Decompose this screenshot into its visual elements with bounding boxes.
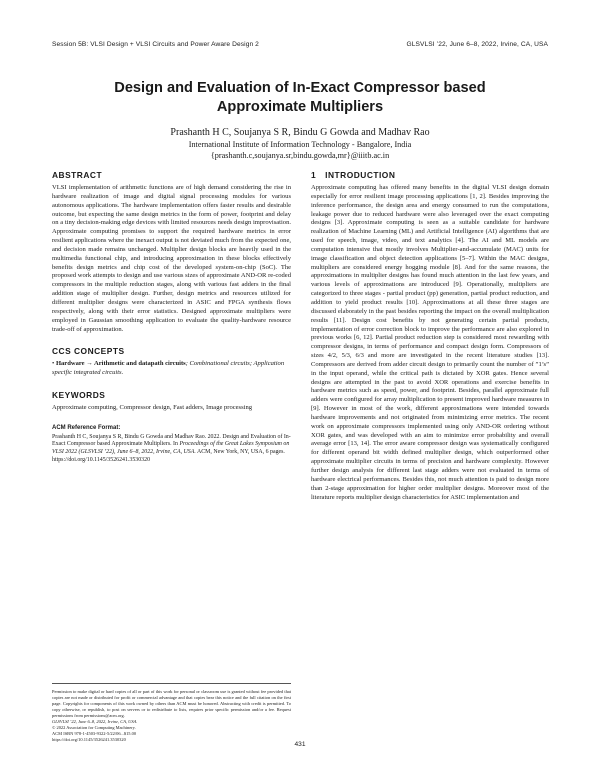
introduction-title: INTRODUCTION (325, 170, 396, 180)
permission-conference: GLSVLSI ’22, June 6–8, 2022, Irvine, CA, USA. (52, 719, 138, 725)
page-number: 431 (294, 741, 306, 748)
permission-doi: https://doi.org/10.1145/3526241.3530320 (52, 737, 126, 743)
paper-title (60, 79, 540, 117)
abstract-text: VLSI implementation of arithmetic functions are of high demand considering the rise in hardware realization of image and digital signal processing modules for various autonomous applications. The hardware implementation offers faster results and desirable outcome, but expecting the same design metrics in the form of power, footprint and delay on a tiny decision-making edge devices with limited resources needs design improvisation. Approximate computing promises to support the required hardware metrics in error resilient applications where the inexact output is not deviated much from the expected one, and decision made remains unchanged. Multiplier design blocks are heavily used in the multimedia functional chip, and introducing approximation in these blocks effectively benefits design metrics and chip cost of the developed system-on-chip (SoC). The proposed work attempts to design and use various sizes of approximate AND-OR re-coded compressors in the multiple reduction stages, along with various fast adders in the final addition stage of multiplier design. Further, design metrics and resources utilized for different multiplier designs were characterized in ASIC and FPGA synthesis flows respectively, along with their error statistics. Designed approximate multipliers were employed in Gaussian smoothing application to evaluate the quality-hardware resource trade-off of approximation. (52, 184, 291, 333)
left-column (52, 170, 291, 465)
right-column (311, 170, 549, 502)
paper-authors: Prashanth H C, Soujanya S R, Bindu G Gowda and Madhav Rao (170, 127, 430, 138)
running-header-right: GLSVLSI ’22, June 6–8, 2022, Irvine, CA, USA (406, 41, 548, 48)
running-header-left: Session 5B: VLSI Design + VLSI Circuits and Power Aware Design 2 (52, 41, 259, 48)
ccs-bullet: • (52, 360, 55, 368)
ccs-primary-concept: Hardware → Arithmetic and datapath circuits (55, 360, 186, 368)
ccs-text (52, 360, 291, 378)
keywords-text: Approximate computing, Compressor design, Fast adders, Image processing (52, 404, 253, 412)
introduction-number: 1 (311, 170, 317, 180)
footnote-rule (52, 683, 291, 684)
paper-affiliation: International Institute of Information Technology - Bangalore, India (188, 140, 412, 149)
abstract-heading: ABSTRACT (52, 170, 103, 180)
paper-title-line-2: Approximate Multipliers (216, 99, 384, 115)
paper-title-line-1: Design and Evaluation of In-Exact Compressor based (114, 80, 486, 96)
reference-format-text (52, 434, 291, 465)
keywords-heading: KEYWORDS (52, 390, 106, 401)
ccs-heading: CCS CONCEPTS (52, 346, 125, 357)
paper-email: {prashanth.c,soujanya.sr,bindu.gowda,mr}@iiitb.ac.in (210, 151, 390, 160)
reference-venue: Proceedings of the Great Lakes Symposium on VLSI 2022 (GLSVLSI ’22), June 6–8, 2022, Irvine, CA, USA. (52, 441, 290, 456)
permission-isbn: ACM ISBN 978-1-4503-9322-5/22/06...$15.00 (52, 731, 137, 737)
permission-block (52, 689, 291, 743)
acm-reference-format (52, 425, 291, 465)
permission-text: Permission to make digital or hard copies of all or part of this work for personal or classroom use is granted without fee provided that copies are not made or distributed for profit or commercial advantage and that copies bear this notice and the full citation on the first page. Copyrights for components of this work owned by others than ACM must be honored. Abstracting with credit is permitted. To copy otherwise, or republish, to post on servers or to redistribute to lists, requires prior specific permission and/or a fee. Request permissions from permissions@acm.org. (52, 689, 291, 719)
introduction-text: Approximate computing has offered many benefits in the digital VLSI design domain especially for error resilient image processing applications [1, 2]. Besides improving the inference performance, the design area and energy consumed to run the computations, leakage power due to reduced hardware were also leveraged over the exact computing designs [3]. Approximate computing is seen as a suitable candidate for hardware realization of Machine Learning (ML) and Artificial Intelligence (AI) algorithms that are used for speech, image, video, and text analytics [4]. The AI and ML models are computation intensive that mostly involves Multiplier-and-accumulate (MAC) units for image classification and object detection applications [5–7]. Within the MAC designs, multipliers are considered energy hogging module [8]. And for the same reasons, the approximations in multiplier designs has found much attention in the last few years, and various levels of approximations are introduced [9]. Operationally, multipliers are categorized to three stages - partial product (pp) generation, partial product reduction, and addition to yield product results [10]. Approximations at all these three stages are discussed elaborately in the past besides reporting the impact on the overall multiplication results [11]. Design cost benefits by not generating certain partial products, implementation of error correction block to improve the performance are also explored in previous works [6, 12]. Partial product reduction step is considered most rewarding with compressor designs, in terms of performance and compact design form. Compressors of sizes 4/2, 5/3, 6/3 and more are investigated in the recent literature studies [13]. Compressors are derived from adder circuit design to primarily count the number of ”1’s” in the input operand, while the critical path is dictated by XOR gates. Hence several designs are attempted in the past to avoid XOR operations and exercise benefits in hardware metrics such as speed, power, and footprint. Besides, parallel approximate full adders were configured for array multiplication to present improved hardware measures in [9]. However in most of the work, different approximations were intended towards hardware improvements and not originated from minimizing error metrics. The recent work on approximate compressors implemented using only AND-OR ordering without XOR gates, and was developed with an aim to minimize error probability and overall average error [13, 14]. The error aware compressor design was systematically configured for different operand bit width defined multiplier design, which outperformed other approximate multiplier circuits in terms of precision and hardware complexity. However further design analysis for different last stage adders were not evaluated in terms of hardware electrical performances. Besides this, not much attention is paid to design more than 2-stage approximation for higher order multiplier designs. Moreover most of the literature reports multiplier design characteristics for ASIC implementation and (311, 184, 549, 501)
permission-copyright: © 2022 Association for Computing Machinery. (52, 725, 136, 731)
reference-text-after: ACM, New York, NY, USA, 6 pages. https://doi.org/10.1145/3526241.3530320 (52, 449, 285, 463)
ccs-secondary-concepts: ; Combinational circuits; Application specific integrated circuits. (52, 360, 285, 377)
introduction-heading (311, 170, 549, 181)
reference-text-before: Prashanth H C, Soujanya S R, Bindu G Gowda and Madhav Rao. 2022. Design and Evaluation of In-Exact Compressor based Approximate Multipliers. In (52, 433, 291, 448)
reference-format-heading: ACM Reference Format: (52, 424, 121, 431)
